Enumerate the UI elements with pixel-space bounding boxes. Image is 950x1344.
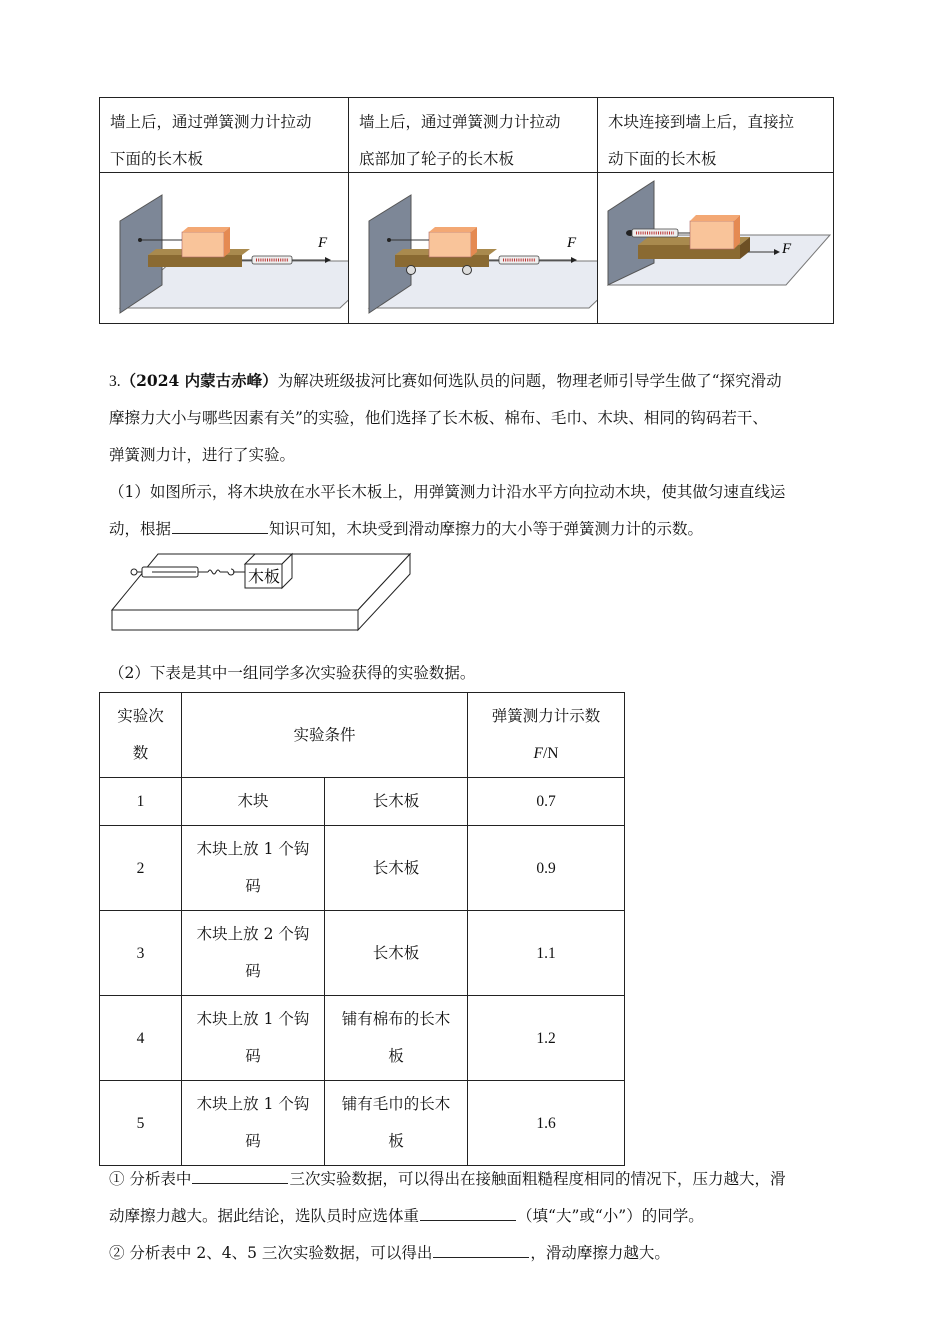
setup-text-line: 动下面的长木板 [608,150,717,168]
cell-text: 长木板 [372,943,420,962]
table-row [100,778,625,826]
analysis-text: ，滑动摩擦力越大。 [530,1244,670,1262]
header-text: 数 [132,744,149,762]
surface-condition-cell [325,911,468,996]
header-text: 弹簧测力计示数 [491,707,601,725]
header-trial-number [100,693,182,778]
header-text: F [533,745,543,762]
header-text: /N [542,745,559,762]
analysis-line-3 [109,1235,849,1272]
cell-text: 木块 [237,792,269,810]
cell-text: 码 [245,962,261,980]
force-value-cell: 1.2 [468,996,625,1081]
block-label: 木板 [248,567,281,586]
table-row [100,996,625,1081]
answer-blank-3[interactable] [420,1206,516,1221]
load-condition-cell [182,911,325,996]
force-label-2: F [567,235,577,251]
analysis-line-1 [109,1161,849,1198]
setup-figure-cell-1 [100,173,349,324]
experiment-data-table [99,692,625,1166]
header-text: 实验条件 [293,725,356,744]
answer-blank-4[interactable] [433,1243,529,1258]
block-on-board-figure [108,548,418,634]
analysis-text: ② 分析表中 2、4、5 三次实验数据，可以得出 [109,1244,433,1262]
header-text: 实验次 [117,707,164,725]
analysis-text: （填“大”或“小”）的同学。 [517,1207,704,1225]
setup-text-line: 墙上后，通过弹簧测力计拉动 [359,113,561,131]
cell-text: 长木板 [372,858,420,877]
cell-text: 木块上放 1 个钩 [196,840,310,858]
answer-blank-2[interactable] [192,1169,288,1184]
setup-text-line: 下面的长木板 [110,150,204,168]
part-1-text: 动，根据 [109,520,172,538]
table-row [100,911,625,996]
intro-text: 摩擦力大小与哪些因素有关”的实验，他们选择了长木板、棉布、毛巾、木块、相同的钩码若干、 [109,409,768,427]
force-label-1: F [318,235,328,251]
part-2-text: （2）下表是其中一组同学多次实验获得的实验数据。 [109,664,476,682]
part-1-text-line-2 [109,511,849,548]
setup-figure-1 [100,173,348,319]
intro-text: 弹簧测力计，进行了实验。 [109,446,296,464]
part-1-text: 知识可知，木块受到滑动摩擦力的大小等于弹簧测力计的示数。 [269,520,704,538]
cell-text: 木块上放 2 个钩 [196,925,310,943]
trial-number-cell: 2 [100,826,182,911]
force-value-cell: 1.1 [468,911,625,996]
analysis-text: 动摩擦力越大。据此结论，选队员时应选体重 [109,1207,420,1225]
cell-text: 码 [245,1047,261,1065]
setup-cell-3 [598,98,834,173]
force-value-cell: 1.6 [468,1081,625,1166]
trial-number-cell: 1 [100,778,182,826]
header-unit [476,735,616,772]
surface-condition-cell [325,996,468,1081]
analysis-line-2 [109,1198,849,1235]
setup-figure-3 [598,173,833,319]
question-3-intro [109,362,849,548]
header-conditions [182,693,468,778]
setup-text-line: 木块连接到墙上后，直接拉 [608,113,795,131]
surface-condition-cell [325,826,468,911]
table-row [100,1081,625,1166]
cell-text: 码 [245,1132,261,1150]
cell-text: 板 [388,1132,404,1150]
surface-condition-cell [325,778,468,826]
trial-number-cell: 5 [100,1081,182,1166]
question-number: 3. [109,373,121,390]
table-row [100,826,625,911]
setup-text-line: 墙上后，通过弹簧测力计拉动 [110,113,312,131]
cell-text: 码 [245,877,261,895]
load-condition-cell [182,1081,325,1166]
header-force-reading [468,693,625,778]
cell-text: 铺有毛巾的长木 [341,1095,451,1113]
setup-figure-cell-2 [349,173,598,324]
question-3-line-1 [109,362,849,400]
load-condition-cell [182,826,325,911]
answer-blank-1[interactable] [172,519,268,534]
force-value-cell: 0.9 [468,826,625,911]
cell-text: 长木板 [372,792,420,810]
part-1-text: （1）如图所示，将木块放在水平长木板上，用弹簧测力计沿水平方向拉动木块，使其做匀速直线运 [109,483,786,501]
cell-text: 木块上放 1 个钩 [196,1095,310,1113]
cell-text: 铺有棉布的长木 [341,1010,451,1028]
trial-number-cell: 4 [100,996,182,1081]
analysis-text: 三次实验数据，可以得出在接触面粗糙程度相同的情况下，压力越大，滑 [289,1170,786,1188]
setup-text-line: 底部加了轮子的长木板 [359,150,515,168]
surface-condition-cell [325,1081,468,1166]
setup-figure-cell-3 [598,173,834,324]
table-header-row [100,693,625,778]
load-condition-cell [182,778,325,826]
intro-text: 为解决班级拔河比赛如何选队员的问题，物理老师引导学生做了“探究滑动 [277,372,782,390]
question-source: （2024 内蒙古赤峰） [120,371,278,390]
analysis-text: ① 分析表中 [109,1170,192,1188]
trial-number-cell: 3 [100,911,182,996]
force-label-3: F [782,241,792,257]
setup-cell-1 [100,98,349,173]
analysis-questions [109,1161,849,1272]
load-condition-cell [182,996,325,1081]
cell-text: 板 [388,1047,404,1065]
setup-comparison-table [99,97,834,324]
force-value-cell: 0.7 [468,778,625,826]
setup-figure-2 [349,173,597,319]
setup-cell-2 [349,98,598,173]
cell-text: 木块上放 1 个钩 [196,1010,310,1028]
